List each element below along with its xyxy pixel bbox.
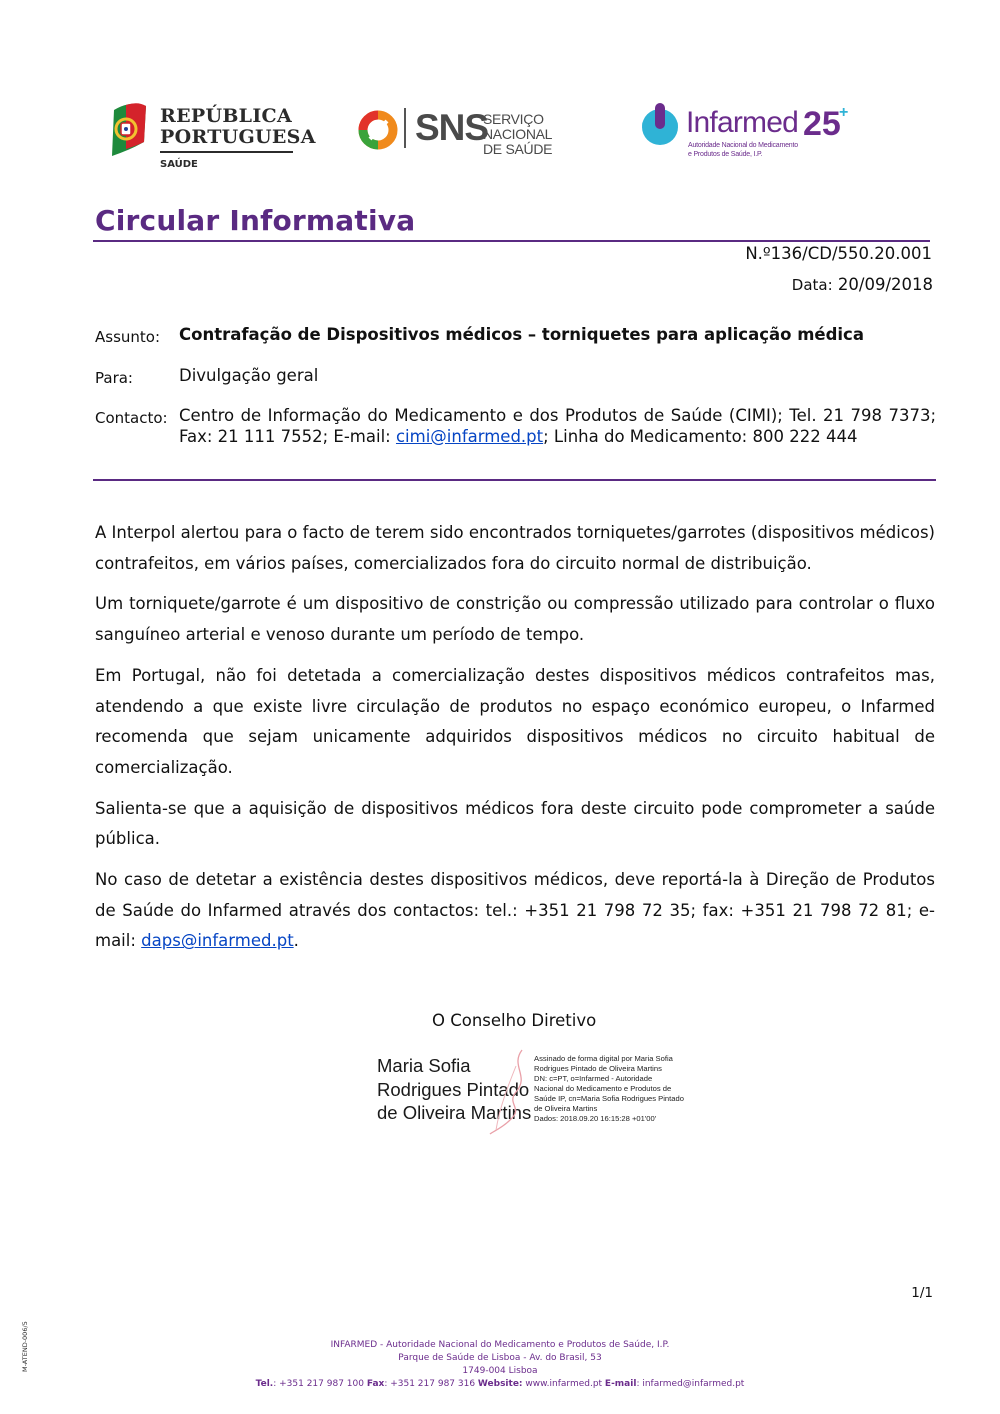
- footer-postal: 1749-004 Lisboa: [462, 1366, 538, 1376]
- sns-logo: [357, 104, 597, 157]
- header-divider: [93, 479, 936, 481]
- document-date-row: [792, 275, 933, 294]
- infarmed-subtitle: Autoridade Nacional do Medicamento e Produtos de Saúde, I.P.: [688, 142, 798, 158]
- document-title: Circular Informativa: [95, 204, 416, 237]
- document-number: N.º136/CD/550.20.001: [745, 244, 932, 263]
- body-text: [95, 518, 935, 967]
- republica-saude-label: SAÚDE: [160, 159, 198, 170]
- sns-ring-icon: [357, 109, 399, 151]
- daps-email-link[interactable]: daps@infarmed.pt: [141, 931, 294, 951]
- infarmed-wordmark: Infarmed: [686, 106, 798, 139]
- digital-signature-details: Assinado de forma digital por Maria Sofia Rodrigues Pintado de Oliveira Martins DN: c=PT, o=Infarmed - Autoridade Nacional do Medicamento e Produtos de Saúde IP, cn=Maria Sofia Rodrigues Pintado de Oliveira Martins Dados: 2018.09.20 16:15:28 +01'00': [534, 1054, 684, 1123]
- assunto-label: Assunto:: [95, 328, 161, 346]
- footer-contacts: Tel.: +351 217 987 100 Fax: +351 217 987 316 Website: www.infarmed.pt E-mail: infarmed@infarmed.pt: [255, 1379, 745, 1389]
- body-paragraph-4: Salienta-se que a aquisição de dispositivos médicos fora deste circuito pode comprometer a saúde pública.: [95, 798, 935, 849]
- infarmed-logo: [638, 101, 868, 165]
- title-divider: [93, 240, 930, 242]
- body-paragraph-1: A Interpol alertou para o facto de terem sido encontrados torniquetes/garrotes (dispositivos médicos) contrafeitos, em vários países, comercializados fora do circuito normal de distribuição.: [95, 523, 935, 573]
- infarmed-drop-icon: [638, 103, 682, 151]
- republica-portuguesa-logo: [108, 102, 316, 174]
- portugal-flag-icon: [108, 102, 152, 158]
- para-value: Divulgação geral: [179, 366, 319, 385]
- sns-full-name: SERVIÇO NACIONAL DE SAÚDE: [483, 111, 553, 157]
- body-paragraph-2: Um torniquete/garrote é um dispositivo de constrição ou compressão utilizado para controlar o fluxo sanguíneo arterial e venoso durante um período de tempo.: [95, 594, 935, 645]
- contacto-value: Centro de Informação do Medicamento e dos Produtos de Saúde (CIMI); Tel. 21 798 7373; Fax: 21 111 7552; E-mail: cimi@infarmed.pt; Linha do Medicamento: 800 222 444: [179, 406, 936, 446]
- date-label: Data:: [791, 276, 833, 294]
- body-paragraph-5: No caso de detetar a existência destes dispositivos médicos, deve reportá-la à Direção de Produtos de Saúde do Infarmed através dos contactos: tel.: +351 21 798 72 35; fax: +351 21 798 72 81; e-mail: daps@infarmed.pt.: [95, 870, 935, 951]
- sns-abbreviation: SNS: [415, 107, 489, 148]
- page-footer: [0, 1339, 1000, 1391]
- infarmed-anniversary: 25: [803, 105, 841, 143]
- logo-divider: [160, 151, 293, 153]
- republica-portuguesa-text: REPÚBLICA PORTUGUESA: [160, 105, 316, 148]
- page-number: 1/1: [911, 1285, 933, 1301]
- sns-divider: [404, 108, 406, 148]
- infarmed-plus-icon: +: [839, 104, 849, 121]
- footer-org-name: INFARMED - Autoridade Nacional do Medicamento e Produtos de Saúde, I.P.: [330, 1340, 670, 1350]
- body-paragraph-3: Em Portugal, não foi detetada a comercialização destes dispositivos médicos contrafeitos mas, atendendo a que existe livre circulação de produtos no espaço económico europeu, o Infarmed recomenda que sejam unicamente adquiridos dispositivos médicos no circuito habitual de comercialização.: [95, 665, 935, 777]
- signature-title: O Conselho Diretivo: [432, 1011, 597, 1030]
- signatory-name: Maria Sofia Rodrigues Pintado de Oliveira Martins: [377, 1055, 532, 1123]
- handwritten-signature-mark: [480, 1046, 538, 1138]
- para-label: Para:: [95, 369, 133, 387]
- form-code: M-ATEND-006/5: [21, 1321, 29, 1372]
- cimi-email-link[interactable]: cimi@infarmed.pt: [395, 426, 544, 446]
- footer-address: Parque de Saúde de Lisboa - Av. do Brasil, 53: [398, 1353, 602, 1363]
- contacto-label: Contacto:: [95, 409, 168, 427]
- assunto-value: Contrafação de Dispositivos médicos – torniquetes para aplicação médica: [179, 325, 864, 344]
- date-value: 20/09/2018: [837, 275, 933, 294]
